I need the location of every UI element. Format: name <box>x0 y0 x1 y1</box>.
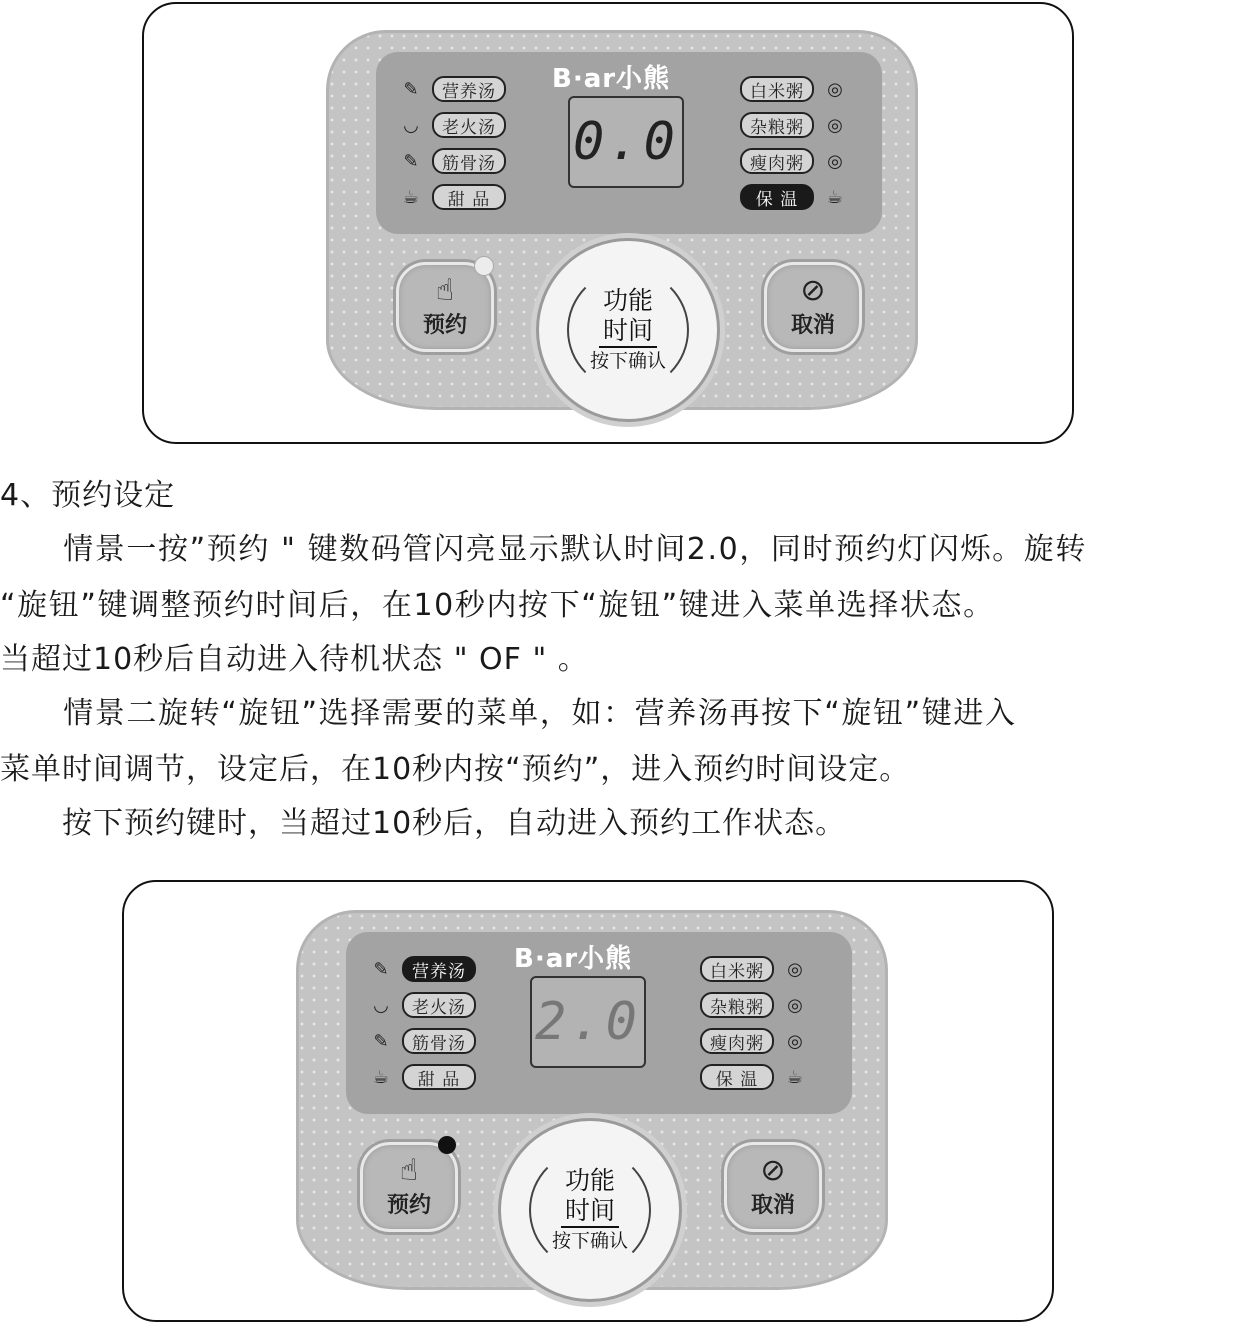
bottom-menu-item-jingu[interactable] <box>366 1028 476 1054</box>
porridge-icon: ◎ <box>787 994 803 1016</box>
bottom-control-panel <box>296 910 888 1290</box>
bottom-rotary-knob[interactable] <box>498 1118 682 1302</box>
menu-label: 甜 品 <box>402 1064 476 1090</box>
menu-label: 杂粮粥 <box>740 112 814 138</box>
porridge-icon: ◎ <box>827 114 843 136</box>
cup-icon: ☕ <box>826 186 844 208</box>
pot-icon: ✎ <box>403 150 419 172</box>
top-menu-item-baimi[interactable] <box>740 76 850 102</box>
cancel-label: 取消 <box>750 1192 795 1218</box>
hand-pointer-icon: ☝ <box>435 272 455 308</box>
bottom-menu-item-shourou[interactable] <box>700 1028 810 1054</box>
section-heading: 4、预约设定 <box>0 478 176 513</box>
top-menu-item-tianpin[interactable] <box>396 184 506 210</box>
top-schedule-indicator-light <box>474 256 494 276</box>
top-menu-item-zaliang[interactable] <box>740 112 850 138</box>
dessert-icon: ☕ <box>402 186 420 208</box>
paragraph-line: 情景一按”预约 " 键数码管闪亮显示默认时间2.0，同时预约灯闪烁。旋转 <box>0 532 1087 567</box>
top-rotary-knob[interactable] <box>536 238 720 422</box>
menu-label: 保 温 <box>700 1064 774 1090</box>
knob-rotation-arrows <box>567 269 689 391</box>
menu-label: 筋骨汤 <box>432 148 506 174</box>
menu-label: 老火汤 <box>432 112 506 138</box>
bottom-menu-item-baimi[interactable] <box>700 956 810 982</box>
hand-pointer-icon: ☝ <box>399 1152 419 1188</box>
pot-icon: ✎ <box>403 78 419 100</box>
cancel-circle-icon: ⊘ <box>760 1152 786 1188</box>
cancel-label: 取消 <box>790 312 835 338</box>
menu-label: 杂粮粥 <box>700 992 774 1018</box>
paragraph-line: 菜单时间调节，设定后，在10秒内按“预约”，进入预约时间设定。 <box>0 752 911 787</box>
menu-label: 白米粥 <box>740 76 814 102</box>
porridge-icon: ◎ <box>827 78 843 100</box>
menu-label: 保 温 <box>740 184 814 210</box>
knob-label-confirm: 按下确认 <box>589 349 666 372</box>
bowl-icon: ◡ <box>403 114 419 136</box>
bottom-schedule-button[interactable] <box>360 1142 458 1232</box>
bottom-menu-item-laohuo[interactable] <box>366 992 476 1018</box>
bottom-menu-item-tianpin[interactable] <box>366 1064 476 1090</box>
bottom-cancel-button[interactable] <box>724 1142 822 1232</box>
paragraph-line: “旋钮”键调整预约时间后，在10秒内按下“旋钮”键进入菜单选择状态。 <box>0 588 995 623</box>
bottom-menu-item-zaliang[interactable] <box>700 992 810 1018</box>
bottom-schedule-indicator-light <box>438 1136 456 1154</box>
menu-label: 营养汤 <box>402 956 476 982</box>
cancel-circle-icon: ⊘ <box>800 272 826 308</box>
knob-label-time: 时间 <box>561 1196 619 1228</box>
menu-label: 白米粥 <box>700 956 774 982</box>
porridge-icon: ◎ <box>787 1030 803 1052</box>
bottom-menu-item-yingyang[interactable] <box>366 956 476 982</box>
cup-icon: ☕ <box>786 1066 804 1088</box>
knob-label-function: 功能 <box>602 285 653 315</box>
paragraph-line: 当超过10秒后自动进入待机状态 " OF " 。 <box>0 642 589 677</box>
bottom-brand-logo: B·ar小熊 <box>514 944 633 974</box>
dessert-icon: ☕ <box>372 1066 390 1088</box>
knob-label-time: 时间 <box>599 316 657 348</box>
top-menu-item-shourou[interactable] <box>740 148 850 174</box>
top-menu-item-baowen[interactable] <box>740 184 850 210</box>
top-cancel-button[interactable] <box>764 262 862 352</box>
schedule-label: 预约 <box>422 312 467 338</box>
top-menu-item-laohuo[interactable] <box>396 112 506 138</box>
menu-label: 筋骨汤 <box>402 1028 476 1054</box>
top-menu-item-jingu[interactable] <box>396 148 506 174</box>
menu-label: 甜 品 <box>432 184 506 210</box>
knob-label-confirm: 按下确认 <box>551 1229 628 1252</box>
top-digital-display: 0.0 <box>568 96 684 188</box>
menu-label: 瘦肉粥 <box>700 1028 774 1054</box>
knob-rotation-arrows <box>529 1149 651 1271</box>
top-control-panel <box>326 30 918 410</box>
menu-label: 瘦肉粥 <box>740 148 814 174</box>
top-brand-logo: B·ar小熊 <box>552 64 671 94</box>
bottom-menu-item-baowen[interactable] <box>700 1064 810 1090</box>
menu-label: 老火汤 <box>402 992 476 1018</box>
bottom-digital-display: 2.0 <box>530 976 646 1068</box>
paragraph-line: 按下预约键时，当超过10秒后，自动进入预约工作状态。 <box>0 806 847 841</box>
pot-icon: ✎ <box>373 958 389 980</box>
knob-label-function: 功能 <box>564 1165 615 1195</box>
top-menu-item-yingyang[interactable] <box>396 76 506 102</box>
top-schedule-button[interactable] <box>396 262 494 352</box>
porridge-icon: ◎ <box>827 150 843 172</box>
paragraph-line: 情景二旋转“旋钮”选择需要的菜单，如：营养汤再按下“旋钮”键进入 <box>0 696 1017 731</box>
schedule-label: 预约 <box>386 1192 431 1218</box>
bowl-icon: ◡ <box>373 994 389 1016</box>
pot-icon: ✎ <box>373 1030 389 1052</box>
porridge-icon: ◎ <box>787 958 803 980</box>
menu-label: 营养汤 <box>432 76 506 102</box>
